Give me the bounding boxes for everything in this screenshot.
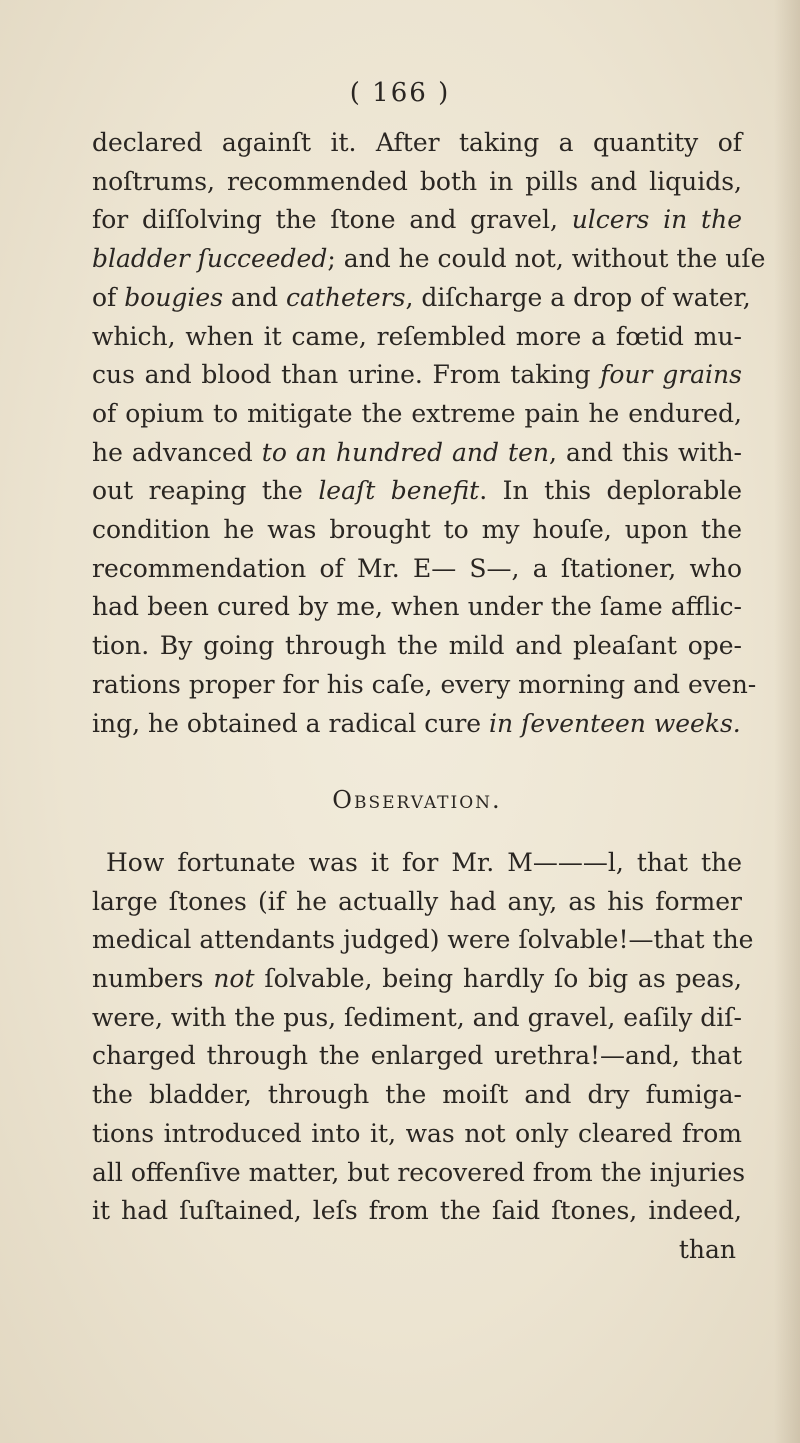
italic-run: not [213,964,255,994]
text-run: ; and he could not, without the uſe [327,244,766,274]
page-body [92,124,766,1270]
italic-run: four grains [600,360,742,390]
text-line: which, when it came, reſembled more a fœtid mu- [92,321,742,351]
page-edge-shadow [774,0,800,1443]
text-line: of opium to mitigate the extreme pain he endured, [92,398,742,428]
text-run: numbers [92,964,214,994]
text-line [92,240,766,279]
text-line: recommendation of Mr. E— S—, a ſtationer, who [92,553,742,583]
italic-run: in ſeventeen weeks. [489,708,741,738]
italic-run: bladder ſucceeded [92,244,328,274]
text-line: declared againſt it. After taking a quantity of [92,128,742,157]
text-run: of [92,282,125,312]
italic-run: catheters [285,282,406,312]
text-line: the bladder, through the moiſt and dry fumiga- [92,1080,742,1110]
paragraph-case-report [92,124,766,743]
text-line: tion. By going through the mild and pleaſant ope- [92,631,742,661]
text-line: tions introduced into it, was not only cleared from [92,1118,742,1148]
text-line: noſtrums, recommended both in pills and liquids, [92,166,742,196]
text-run: cus and blood than urine. From taking [92,360,601,390]
catchword: than [678,1234,736,1264]
text-line: it had ſuſtained, leſs from the ſaid ſtones, indeed, [92,1196,742,1226]
text-line [92,279,751,318]
italic-run: ulcers in the [571,205,742,235]
text-line [92,960,742,999]
text-line: charged through the enlarged urethra!—and, that [92,1041,742,1071]
text-line [92,356,742,395]
text-line [92,201,742,240]
text-run: . In this deplorable [479,476,743,506]
text-run: he advanced [92,437,262,467]
text-run: ſolvable, being hardly ſo big as peas, [254,964,742,994]
text-line: large ſtones (if he actually had any, as his former [92,886,742,916]
text-line [92,705,742,744]
text-line: rations proper for his caſe, every morning and even- [92,669,757,699]
text-line [92,472,742,511]
section-heading: Observation. [332,786,502,815]
text-line: all offenſive matter, but recovered from the injuries [92,1157,746,1187]
text-line: were, with the pus, ſediment, and gravel, eaſily diſ- [92,1002,742,1032]
italic-run: bougies [124,282,224,312]
text-line: had been cured by me, when under the ſame afflic- [92,592,742,622]
text-run: out reaping the [92,476,319,506]
text-run: , diſcharge a drop of water, [405,282,751,312]
text-run: and [223,282,286,312]
text-run: ing, he obtained a radical cure [92,708,490,738]
text-run: for diſſolving the ſtone and gravel, [92,205,572,235]
text-line: medical attendants judged) were ſolvable!—that the [92,925,754,955]
text-line: How fortunate was it for Mr. M———l, that the [106,847,742,877]
text-run: , and this with- [549,437,742,467]
text-line [92,434,742,473]
paragraph-observation [92,844,754,1231]
italic-run: to an hundred and ten [261,437,549,467]
text-line: condition he was brought to my houſe, upon the [92,515,742,545]
page-number: ( 166 ) [349,78,451,108]
italic-run: leaſt benefit [318,476,480,506]
